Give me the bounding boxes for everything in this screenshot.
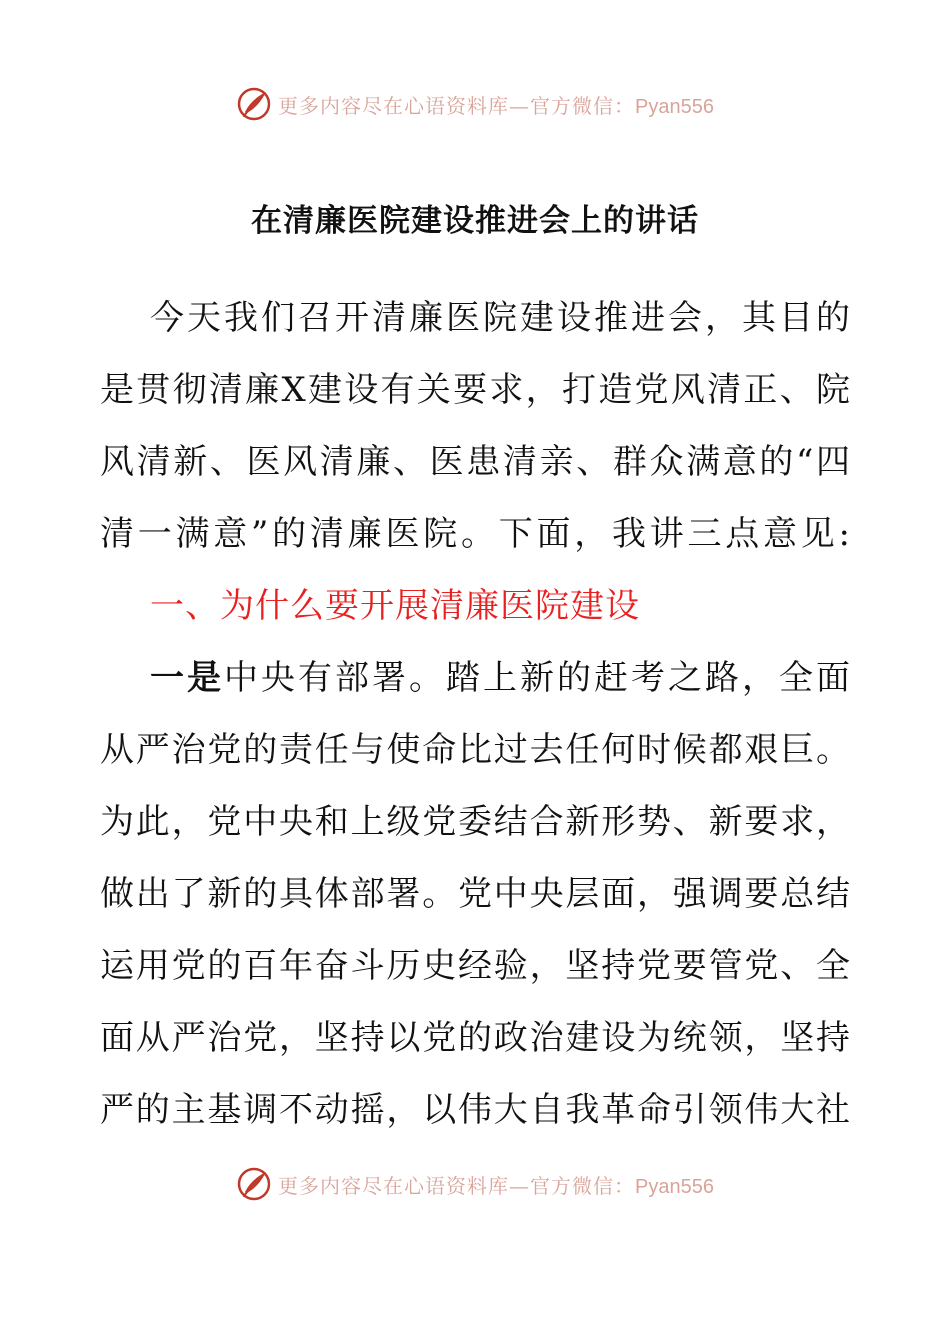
point-lead: 一是	[150, 658, 224, 698]
document-title: 在清廉医院建设推进会上的讲话	[251, 203, 699, 239]
paragraph-line: 运用党的百年奋斗历史经验，坚持党要管党、全	[100, 946, 850, 986]
paragraph-line: 清一满意”的清廉医院。下面，我讲三点意见:	[100, 514, 850, 554]
banner-text: 更多内容尽在心语资料库—官方微信：Pyan556	[278, 93, 714, 118]
banner-account: Pyan556	[635, 1175, 714, 1198]
paragraph-line	[100, 642, 850, 714]
paragraph-line: 严的主基调不动摇，以伟大自我革命引领伟大社	[100, 1090, 850, 1130]
banner-account: Pyan556	[635, 95, 714, 118]
document-body	[100, 282, 850, 1146]
point-text: 中央有部署。踏上新的赶考之路，全面	[224, 658, 850, 698]
paragraph-line: 做出了新的具体部署。党中央层面，强调要总结	[100, 874, 850, 914]
quill-logo-icon	[236, 86, 272, 122]
banner-text: 更多内容尽在心语资料库—官方微信：Pyan556	[278, 1173, 714, 1198]
header-watermark-banner	[0, 84, 950, 124]
section-heading: 一、为什么要开展清廉医院建设	[150, 586, 640, 626]
quill-logo-icon	[236, 1166, 272, 1202]
paragraph-line: 从严治党的责任与使命比过去任何时候都艰巨。	[100, 730, 850, 770]
paragraph-line: 是贯彻清廉X建设有关要求，打造党风清正、院	[100, 370, 850, 410]
footer-watermark-banner	[0, 1164, 950, 1204]
paragraph-line: 面从严治党，坚持以党的政治建设为统领，坚持	[100, 1018, 850, 1058]
paragraph-line: 风清新、医风清廉、医患清亲、群众满意的“四	[100, 442, 850, 482]
paragraph-line: 今天我们召开清廉医院建设推进会，其目的	[150, 298, 850, 338]
paragraph-line: 为此，党中央和上级党委结合新形势、新要求，	[100, 802, 850, 842]
